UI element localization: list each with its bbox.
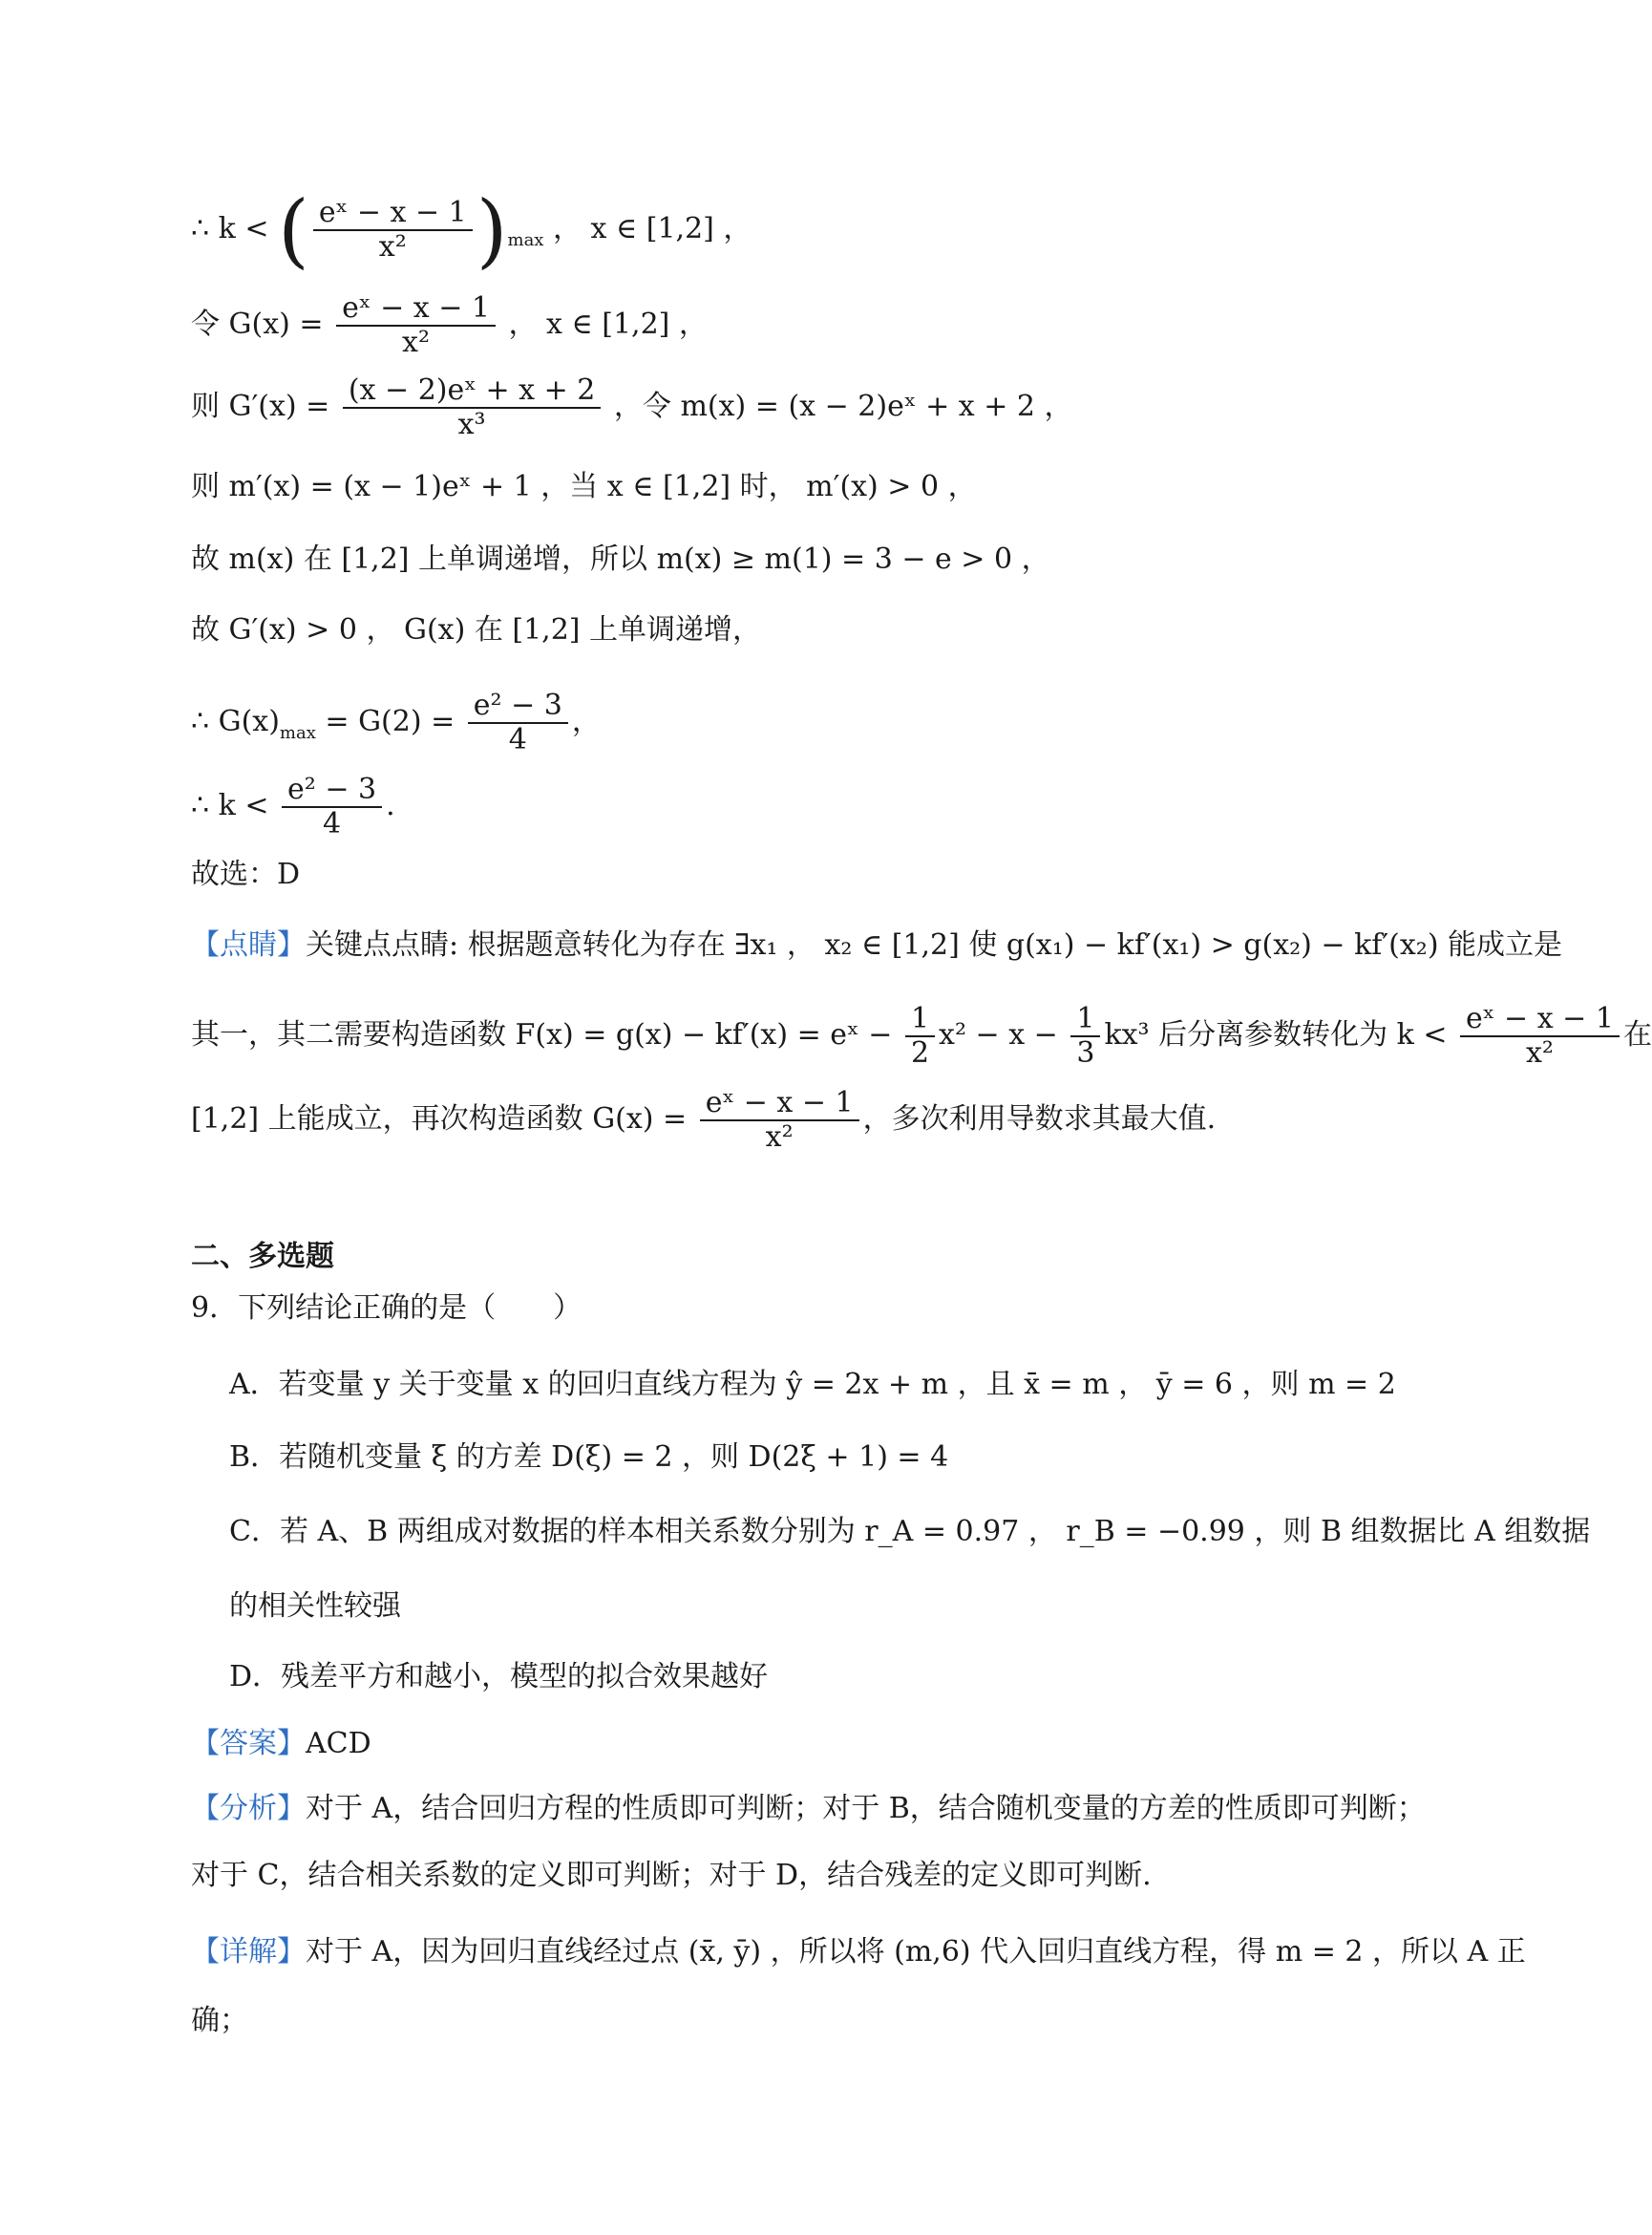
- derivation-line-6: 故 G′(x) > 0 ， G(x) 在 [1,2] 上单调递增，: [191, 613, 762, 647]
- domain-suffix: ， x ∈ [1,2] ，: [553, 212, 752, 245]
- key-point-line-1: [191, 926, 1563, 965]
- numerator: e² − 3: [468, 690, 568, 724]
- detail-text-1: 对于 A，因为回归直线经过点 (x̄, ȳ) ，所以将 (m,6) 代入回归直线方程，得 m = 2 ，所以 A 正: [306, 1935, 1526, 1969]
- inequality-prefix: ∴ k <: [191, 212, 269, 245]
- question-9: 9．下列结论正确的是（ ）: [191, 1291, 582, 1325]
- right-paren: ): [476, 183, 508, 277]
- denominator: x³: [457, 408, 486, 441]
- derivation-line-3: [191, 374, 1398, 441]
- key-point-line-3: [191, 1087, 1398, 1154]
- answer-tag: 【答案】: [191, 1727, 306, 1760]
- key-point-line-2: [191, 1002, 1652, 1070]
- again-suffix: ，多次利用导数求其最大值.: [862, 1102, 1217, 1136]
- answer-choice-line: 故选：D: [191, 858, 301, 891]
- denominator: x²: [378, 230, 407, 264]
- key-point-tag: 【点睛】: [191, 928, 306, 962]
- construct-prefix: 其一，其二需要构造函数 F(x) = g(x) − kf′(x) = eˣ −: [191, 1018, 893, 1052]
- fraction-k: [1460, 1003, 1620, 1070]
- numerator: 1: [905, 1003, 935, 1037]
- left-paren: (: [278, 183, 309, 277]
- answer-text: ACD: [306, 1727, 371, 1760]
- construct-suffix: 在: [1622, 1018, 1652, 1052]
- analysis-line-1: [191, 1790, 1426, 1828]
- analysis-text-1: 对于 A，结合回归方程的性质即可判断；对于 B，结合随机变量的方差的性质即可判断；: [306, 1792, 1426, 1825]
- option-d: D．残差平方和越小，模型的拟合效果越好: [229, 1660, 769, 1693]
- max-suffix: ，: [571, 705, 601, 738]
- numerator: eˣ − x − 1: [1460, 1003, 1620, 1037]
- denominator: x²: [765, 1120, 794, 1154]
- def-suffix: ，令 m(x) = (x − 2)eˣ + x + 2 ，: [613, 390, 1073, 423]
- denominator: x²: [1526, 1036, 1554, 1070]
- construct-mid-2: kx³ 后分离参数转化为 k <: [1104, 1018, 1448, 1052]
- option-b: B．若随机变量 ξ 的方差 D(ξ) = 2 ，则 D(2ξ + 1) = 4: [229, 1440, 949, 1474]
- numerator: eˣ − x − 1: [700, 1087, 859, 1121]
- numerator: eˣ − x − 1: [336, 292, 496, 327]
- numerator: 1: [1070, 1003, 1100, 1037]
- construct-mid-1: x² − x −: [939, 1018, 1058, 1052]
- fraction: [313, 197, 473, 264]
- max-subscript: max: [507, 230, 544, 250]
- numerator: eˣ − x − 1: [313, 197, 473, 231]
- denominator: x²: [402, 326, 430, 359]
- fraction: [468, 690, 568, 756]
- key-point-text: 关键点点睛: 根据题意转化为存在 ∃x₁ ， x₂ ∈ [1,2] 使 g(x₁) − kf′(x₁) > g(x₂) − kf′(x₂) 能成立是: [306, 928, 1563, 962]
- section-heading: 二、多选题: [191, 1240, 334, 1273]
- analysis-tag: 【分析】: [191, 1792, 306, 1825]
- option-c-line-2: 的相关性较强: [229, 1589, 401, 1623]
- derivation-line-1: [191, 183, 1398, 277]
- fraction-half: [905, 1003, 935, 1070]
- derivation-line-8: [191, 774, 1398, 841]
- max-prefix: ∴ G(x): [191, 705, 280, 738]
- derivative-prefix: 则 G′(x) =: [191, 390, 330, 423]
- def-prefix: 令 G(x) =: [191, 308, 324, 341]
- conclusion-suffix: .: [386, 789, 395, 822]
- fraction-third: [1070, 1003, 1100, 1070]
- fraction: [282, 774, 382, 841]
- denominator: 2: [910, 1036, 930, 1070]
- domain-suffix: ， x ∈ [1,2] ，: [508, 308, 708, 341]
- denominator: 4: [323, 807, 342, 841]
- numerator: (x − 2)eˣ + x + 2: [343, 374, 602, 409]
- numerator: e² − 3: [282, 774, 382, 808]
- again-prefix: [1,2] 上能成立，再次构造函数 G(x) =: [191, 1102, 688, 1136]
- max-subscript: max: [279, 723, 316, 743]
- denominator: 3: [1076, 1036, 1095, 1070]
- fraction: [700, 1087, 859, 1154]
- conclusion-prefix: ∴ k <: [191, 789, 269, 822]
- derivation-line-2: [191, 292, 1398, 359]
- derivation-line-4: 则 m′(x) = (x − 1)eˣ + 1 ，当 x ∈ [1,2] 时， m′(x) > 0 ，: [191, 470, 977, 503]
- answer-line: [191, 1725, 1398, 1763]
- analysis-line-2: 对于 C，结合相关系数的定义即可判断；对于 D，结合残差的定义即可判断.: [191, 1859, 1152, 1892]
- detail-tag: 【详解】: [191, 1935, 306, 1969]
- derivation-line-7: [191, 690, 1398, 756]
- derivation-line-5: 故 m(x) 在 [1,2] 上单调递增，所以 m(x) ≥ m(1) = 3 − e > 0 ，: [191, 543, 1050, 576]
- option-a: A．若变量 y 关于变量 x 的回归直线方程为 ŷ = 2x + m ，且 x̄ = m ， ȳ = 6 ，则 m = 2: [229, 1368, 1396, 1401]
- fraction: [336, 292, 496, 359]
- max-mid: = G(2) =: [315, 705, 455, 738]
- fraction: [343, 374, 602, 441]
- option-c-line-1: C．若 A、B 两组成对数据的样本相关系数分别为 r_A = 0.97 ， r_B = −0.99 ，则 B 组数据比 A 组数据: [229, 1515, 1591, 1548]
- denominator: 4: [508, 723, 527, 756]
- detail-line-1: [191, 1933, 1526, 1971]
- detail-line-2: 确；: [191, 2004, 248, 2037]
